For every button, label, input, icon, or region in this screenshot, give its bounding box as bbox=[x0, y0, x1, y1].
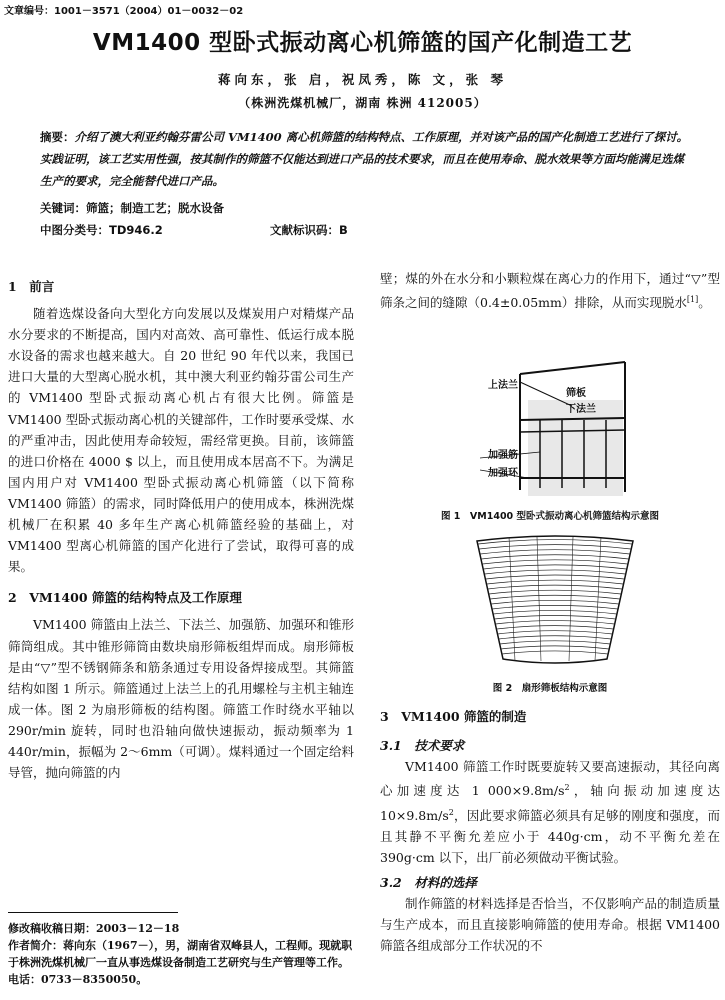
section-3-1-heading: 3.1 技术要求 bbox=[380, 738, 465, 754]
sieve-bar-line bbox=[491, 600, 619, 604]
figure-2-drawing bbox=[475, 535, 635, 665]
sieve-bar-line bbox=[502, 651, 608, 654]
keywords-label: 关键词： bbox=[40, 201, 86, 215]
paragraph-continued: 壁；煤的外在水分和小颗粒煤在离心力的作用下，通过“▽”型筛条之间的缝隙（0.4±0.05mm）排除，从而实现脱水 bbox=[380, 271, 720, 311]
label-sieve-plate: 筛板 bbox=[566, 388, 586, 399]
section-1-paragraph: 随着选煤设备向大型化方向发展以及煤炭用户对精煤产品水分要求的不断提高，国内对高效、高可靠性、低运行成本脱水设备的需求也越来越大。自 20 世纪 90 年代以来，我国已进口大量的大型离心脱水机，其中澳大利亚约翰芬雷公司生产的 VM1400 型卧式振动离心机占有很大比例。筛篮是 VM1400 型卧式振动离心机的关键部件，工作时要承受煤、水的严重冲击，因此使用寿命较短，需经常更换。目前，该筛篮的进口价格在 4000 $ 以上，而且使用成本居高不下。为满足国内用户对 VM1400 型卧式振动离心机筛篮（以下简称 VM1400 筛篮）的需求，同时降低用户的使用成本，株洲洗煤机械厂在积累 40 多年生产离心机筛篮经验的基础上，对 VM1400 型离心机筛篮的国产化进行了尝试，取得可喜的成果。 bbox=[8, 306, 354, 575]
abstract-label: 摘要： bbox=[40, 130, 75, 144]
footnote-divider bbox=[8, 912, 178, 913]
section-3-2-heading: 3.2 材料的选择 bbox=[380, 874, 477, 890]
footnote-received: 修改稿收稿日期：2003－12－18 bbox=[8, 922, 180, 935]
label-rib: 加强筋 bbox=[488, 450, 518, 461]
superscript: 2 bbox=[564, 783, 570, 793]
sieve-bar-line bbox=[489, 590, 621, 594]
rib-line bbox=[537, 537, 541, 661]
sieve-bar-line bbox=[490, 595, 620, 599]
keywords bbox=[40, 200, 224, 216]
footnote-bio: 作者简介：蒋向东（1967－），男，湖南省双峰县人，工程师。现就职于株洲洗煤机械厂一直从事选煤设备制造工艺研究与生产管理等工作。电话：0733－8350050。 bbox=[8, 939, 353, 986]
sieve-bar-line bbox=[486, 575, 625, 579]
section-1-heading: 1 前言 bbox=[8, 279, 55, 294]
section-3-1-text-a: VM1400 筛篮工作时既要旋转又要高速振动，其径向离心加速度达 1 000×9.8m/s bbox=[380, 759, 720, 799]
figure-2-caption: 图 2 扇形筛板结构示意图 bbox=[492, 683, 608, 694]
sieve-bar-line bbox=[501, 646, 609, 649]
section-3-1-text-c: ，因此要求筛篮必须具有足够的刚度和强度，而且其静不平衡允差应小于 440g·cm，动不平衡允差在 390g·cm 以下，出厂前必须做动平衡试验。 bbox=[380, 807, 720, 865]
section-3-1-text-b: ，轴向振动加速度达 10×9.8m/s bbox=[380, 783, 720, 823]
sieve-bar-line bbox=[487, 580, 624, 584]
right-column-bottom bbox=[380, 706, 720, 956]
sieve-bar-line bbox=[499, 636, 612, 639]
figure-1 bbox=[480, 360, 630, 500]
classification-label: 中图分类号： bbox=[40, 223, 109, 237]
label-upper-flange: 上法兰 bbox=[488, 380, 518, 391]
label-ring: 加强环 bbox=[488, 468, 518, 479]
superscript: 2 bbox=[448, 807, 454, 817]
authors: 蒋向东，张 启，祝凤秀，陈 文，张 琴 bbox=[217, 72, 508, 87]
sieve-bar-line bbox=[480, 550, 630, 554]
sieve-bar-line bbox=[479, 545, 631, 549]
right-column-top bbox=[380, 268, 720, 313]
reference-marker: [1] bbox=[686, 295, 699, 305]
sieve-bar-line bbox=[498, 631, 613, 634]
abstract-text: 介绍了澳大利亚约翰芬雷公司 VM1400 离心机筛篮的结构特点、工作原理，并对该产品的国产化制造工艺进行了探讨。实践证明，该工艺实用性强，按其制作的筛篮不仅能达到进口产品的技术要求，而且在使用寿命、脱水效果等方面均能满足选煤生产的要求，完全能替代进口产品。 bbox=[40, 130, 689, 188]
document-code-label: 文献标识码： bbox=[270, 223, 339, 237]
section-2-heading: 2 VM1400 筛篮的结构特点及工作原理 bbox=[8, 590, 242, 606]
section-3-heading: 3 VM1400 筛篮的制造 bbox=[380, 709, 527, 724]
paragraph-end: 。 bbox=[698, 295, 711, 311]
document-code-value: B bbox=[339, 223, 348, 237]
sieve-bar-line bbox=[482, 560, 627, 564]
label-lower-flange: 下法兰 bbox=[566, 404, 596, 415]
figure-2 bbox=[475, 535, 635, 665]
classification-number bbox=[40, 222, 163, 238]
footnote bbox=[8, 920, 354, 988]
sieve-bar-line bbox=[497, 626, 614, 629]
section-3-2-paragraph: 制作筛篮的材料选择是否恰当，不仅影响产品的制造质量与生产成本，而且直接影响筛篮的使用寿命。根据 VM1400 筛篮各组成部分工作状况的不 bbox=[380, 896, 720, 954]
section-2-paragraph: VM1400 筛篮由上法兰、下法兰、加强筋、加强环和锥形筛筒组成。其中锥形筛筒由数块扇形筛板组焊而成。扇形筛板是由“▽”型不锈钢筛条和筋条通过专用设备焊接成型。其筛篮结构如图 1 所示。筛篮通过上法兰上的孔用螺栓与主机主轴连成一体。图 2 为扇形筛板的结构图。筛篮工作时绕水平轴以 290r/min 旋转，同时也沿轴向做快速振动，振动频率为 1 440r/min，振幅为 2～6mm（可调）。煤料通过一个固定给料导管，抛向筛篮的内 bbox=[8, 617, 354, 781]
sieve-bar-line bbox=[492, 605, 618, 609]
sieve-bar-line bbox=[488, 585, 622, 589]
document-code bbox=[270, 222, 348, 238]
section-3-1-paragraph bbox=[380, 756, 720, 868]
sieve-bar-line bbox=[481, 555, 628, 559]
left-column bbox=[8, 276, 354, 783]
keywords-text: 筛篮；制造工艺；脱水设备 bbox=[86, 201, 224, 215]
affiliation: （株洲洗煤机械厂，湖南 株洲 412005） bbox=[238, 96, 487, 110]
article-number: 文章编号：1001－3571（2004）01－0032－02 bbox=[4, 6, 244, 17]
paper-title: VM1400 型卧式振动离心机筛篮的国产化制造工艺 bbox=[92, 30, 633, 56]
figure-1-caption: 图 1 VM1400 型卧式振动离心机筛篮结构示意图 bbox=[441, 511, 659, 522]
sieve-bar-line bbox=[485, 570, 626, 574]
sieve-bar-line bbox=[493, 610, 617, 614]
abstract bbox=[40, 126, 695, 192]
rib-line bbox=[569, 537, 573, 661]
classification-value: TD946.2 bbox=[109, 223, 163, 237]
sieve-bar-line bbox=[484, 565, 627, 569]
sieve-bar-line bbox=[500, 641, 611, 644]
sieve-bar-line bbox=[478, 540, 632, 544]
